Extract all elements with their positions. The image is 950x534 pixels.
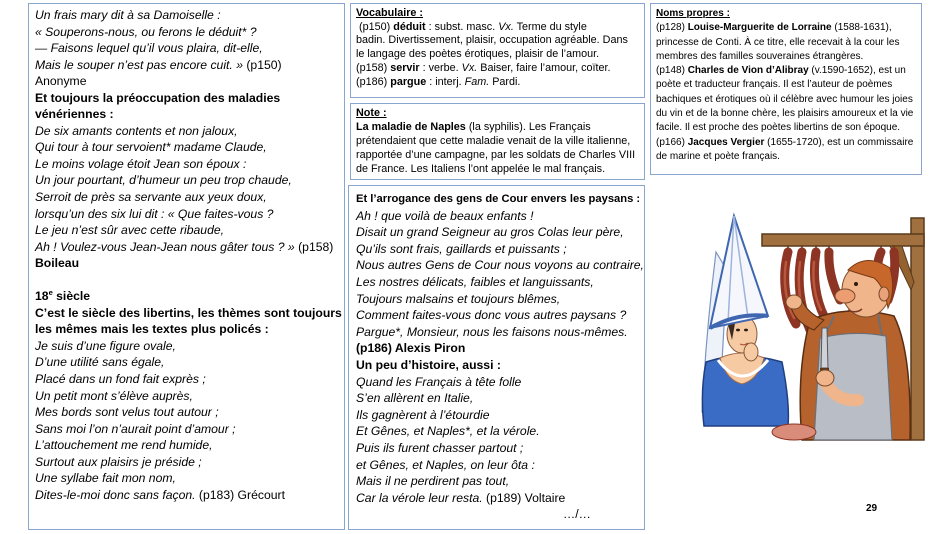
text-line [35,288,344,305]
text-line [35,156,344,173]
text-line [35,487,344,504]
bold-text: les mêmes mais les textes plus policés : [35,322,269,337]
text-line [356,324,644,341]
regular-text: (p158) [294,239,334,254]
text-line [356,162,644,176]
text-line [356,257,644,274]
regular-text: (p189) Voltaire [482,490,566,505]
italic-text: Vx. [498,20,514,33]
text-line [356,423,644,440]
text-line [356,407,644,424]
text-line [356,208,644,225]
text-line [656,150,921,164]
text-line [35,354,344,371]
text-line [35,371,344,388]
text-line [356,34,644,48]
regular-text: (1655-1720), est un commissaire [764,136,914,148]
text-line [35,222,344,239]
text-line [656,78,921,92]
butcher-eye [854,282,858,286]
text-line [35,73,344,90]
text-line [35,437,344,454]
bold-text: déduit [393,20,426,33]
italic-text: Surtout aux plaisirs je préside ; [35,454,202,469]
vocabulary-panel [350,3,645,98]
italic-text: Mes bords sont velus tout autour ; [35,405,219,420]
text-line [356,440,644,457]
lady-eye [744,329,748,332]
regular-text: de France. Les Italiens l’ont appelée le mal français. [356,163,606,175]
butcher-ear [879,287,889,301]
text-line [356,7,644,21]
text-line [356,148,644,162]
text-line [35,305,344,322]
italic-text: D’une utilité sans égale, [35,355,165,370]
italic-text: Les nostres délicats, faibles et languissants, [356,274,594,289]
regular-text: (p150) [242,57,282,72]
text-line [35,90,344,107]
italic-text: Vx. [461,61,478,74]
text-line [35,189,344,206]
italic-text: lorsqu’un des six lui dit : « Que faites-vous ? [35,206,274,221]
text-line [35,454,344,471]
text-line [356,76,644,90]
illustration [698,212,943,447]
regular-text: Anonyme [35,74,87,89]
butcher-hand [786,295,802,309]
italic-text: Le moins volage étoit Jean son époux : [35,156,247,171]
court-and-history-panel [348,185,645,530]
bold-text: Charles de Vion d’Alibray [687,65,809,77]
italic-text: De six amants contents et non jaloux, [35,123,238,138]
text-line [35,421,344,438]
italic-text: Sans moi l’on n’aurait point d’amour ; [35,421,236,436]
text-line [35,321,344,338]
lady-hand [744,343,758,361]
text-line [356,357,644,374]
italic-text: Fam. [464,75,490,88]
bold-text: C’est le siècle des libertins, les thèmes sont toujours [35,305,342,320]
underlined-heading: Note : [356,107,387,119]
text-line [356,191,644,208]
italic-text: L’attouchement me rend humide, [35,438,213,453]
text-line [35,272,344,289]
italic-text: Ils gagnèrent à l’étourdie [356,407,490,422]
bold-text: 18 [35,289,49,304]
page-number: 29 [866,503,878,514]
bold-text: Boileau [35,256,80,271]
proper-names-panel [650,3,922,175]
text-line [656,21,921,35]
text-line [35,123,344,140]
bold-text: Jacques Vergier [687,136,765,148]
text-line [356,274,644,291]
text-line [656,50,921,64]
text-line [656,36,921,50]
italic-text: Ah ! que voilà de beaux enfants ! [356,208,534,223]
text-line [35,7,344,24]
regular-text: (p148) [656,65,688,77]
italic-text: Qui tour à tour servoient* madame Claude, [35,140,267,155]
text-line [356,340,644,357]
regular-text: princesse de Conti. À ce titre, elle recevait à la cour les [656,36,900,48]
italic-text: et Gênes, et Naples, on leur ôta : [356,457,535,472]
text-line [356,134,644,148]
regular-text: : interj. [426,75,465,88]
bold-text: servir [390,61,420,74]
regular-text: (p166) [656,136,688,148]
bold-text: vénériennes : [35,107,114,122]
text-line [656,121,921,135]
bold-text: (p186) Alexis Piron [356,341,466,356]
text-line [656,7,921,21]
text-line [35,57,344,74]
italic-text: — Faisons lequel qu’il vous plaira, dit-elle, [35,41,263,56]
regular-text: Terme du style [513,20,587,33]
text-line [656,93,921,107]
bold-text: Louise-Marguerite de Lorraine [687,22,832,34]
bold-text: Un peu d’histoire, aussi : [356,357,501,372]
italic-text: Ah ! Voulez-vous Jean-Jean nous gâter tous ? » [35,239,295,254]
italic-text: « Souperons-nous, ou ferons le déduit* ? [35,24,257,39]
regular-text: de marine et poète français. [656,150,780,162]
regular-text: bachiques et érotiques où il célèbre avec humour les joies [656,93,913,105]
text-line [656,136,921,150]
italic-text: Un frais mary dit à sa Damoiselle : [35,8,221,22]
text-line [35,206,344,223]
italic-text: Un petit mont s’élève auprès, [35,388,193,403]
text-line [356,48,644,62]
text-line [356,374,644,391]
text-line [35,40,344,57]
butcher-knife-hand [816,370,834,386]
text-line [656,64,921,78]
regular-text: : subst. masc. [425,20,499,33]
regular-text: Baiser, faire l’amour, coïter. [477,61,611,74]
text-line [35,239,344,256]
wooden-post [911,218,924,440]
text-line [356,473,644,490]
italic-text: Disait un grand Seigneur au gros Colas leur père, [356,225,624,240]
italic-text: S’en allèrent en Italie, [356,391,474,406]
italic-text: Pargue*, Monsieur, nous les faisons nous-mêmes. [356,324,628,339]
italic-text: Serroit de près sa servante aux yeux doux, [35,190,267,205]
regular-text: (p128) [656,22,688,34]
regular-text: prétendaient que cette maladie venait de la ville italienne, [356,135,631,147]
text-line [35,139,344,156]
regular-text: (1588-1631), [831,22,892,34]
regular-text: le langage des poètes érotiques, plaisir de l’amour. [356,48,600,61]
underlined-heading: Vocabulaire : [356,7,424,19]
text-line [656,107,921,121]
text-line [35,404,344,421]
underlined-heading: Noms propres : [656,8,730,19]
italic-text: Placé dans un fond fait exprès ; [35,372,206,387]
bold-text: La maladie de Naples [356,121,466,133]
italic-text: Qu’ils sont frais, gaillards et puissants ; [356,241,567,256]
bold-text: pargue [390,75,427,88]
regular-text: (p183) Grécourt [195,487,285,502]
regular-text: (la syphilis). Les Français [465,121,591,133]
text-line [356,106,644,120]
regular-text: membres des familles souveraines étrangères. [656,50,864,62]
text-line [35,172,344,189]
continuation-marker: …/… [563,507,591,522]
italic-text: Un jour pourtant, d’humeur un peu trop chaude, [35,173,292,188]
italic-text: Une syllabe fait mon nom, [35,471,176,486]
regular-text: Pardi. [489,75,521,88]
butcher-figure [786,260,910,440]
italic-text: Quand les Français à tête folle [356,374,522,389]
italic-text: Puis ils furent chasser partout ; [356,440,524,455]
bold-text: Et toujours la préoccupation des maladies [35,90,281,105]
italic-text: Et Gênes, et Naples*, et la vérole. [356,424,540,439]
italic-text: Comment faites-vous donc vous autres paysans ? [356,308,627,323]
note-panel [350,103,645,180]
text-line [356,241,644,258]
italic-text: Car la vérole leur resta. [356,490,483,505]
text-line [356,62,644,76]
text-line [356,224,644,241]
poem-excerpts-panel [28,3,345,530]
text-line [35,470,344,487]
italic-text: Mais le souper n’est pas encore cuit. » [35,57,243,72]
text-line [356,490,644,507]
regular-text: (p186) [356,75,391,88]
text-line [356,307,644,324]
regular-text: (v.1590-1652), est un [808,65,906,77]
regular-text: : verbe. [419,61,462,74]
lady-figure [702,216,788,426]
superscript-text: e [48,288,53,298]
lady-eye [736,329,740,332]
text-line [356,291,644,308]
italic-text: Toujours malsains et toujours blêmes, [356,291,561,306]
regular-text: rapportée d’une campagne, par les soldats de Charles VIII [356,149,636,161]
text-line [35,338,344,355]
meat-on-table [772,424,816,440]
italic-text: Dites-le-moi donc sans façon. [35,487,196,502]
italic-text: Je suis d’une figure ovale, [35,338,176,353]
text-line [356,390,644,407]
regular-text: badin. Divertissement, plaisir, occupation agréable. Dans [356,34,628,47]
italic-text: Le jeu n’est sûr avec cette ribaude, [35,223,225,238]
italic-text: Mais il ne perdirent pas tout, [356,474,510,489]
bold-text: Et l’arrogance des gens de Cour envers les paysans : [356,193,641,205]
regular-text: poète et traducteur français. Il est l’auteur de poèmes [656,79,893,91]
regular-text: (p150) [356,20,394,33]
bold-text: siècle [52,289,91,304]
text-line [356,457,644,474]
knife-blade [821,328,828,368]
text-line [356,21,644,35]
text-line [35,255,344,272]
italic-text: Nous autres Gens de Cour nous voyons au contraire, [356,258,644,273]
text-line [356,120,644,134]
regular-text: du vin et de la bonne chère, les plaisirs amoureux et la vie [656,108,914,120]
regular-text: (p158) [356,61,391,74]
butcher-nose [835,289,855,303]
regular-text: facile. Il est proche des poètes libertins de son époque. [656,122,901,134]
text-line [35,388,344,405]
text-line [35,106,344,123]
wooden-beam [762,234,924,246]
text-line [35,24,344,41]
